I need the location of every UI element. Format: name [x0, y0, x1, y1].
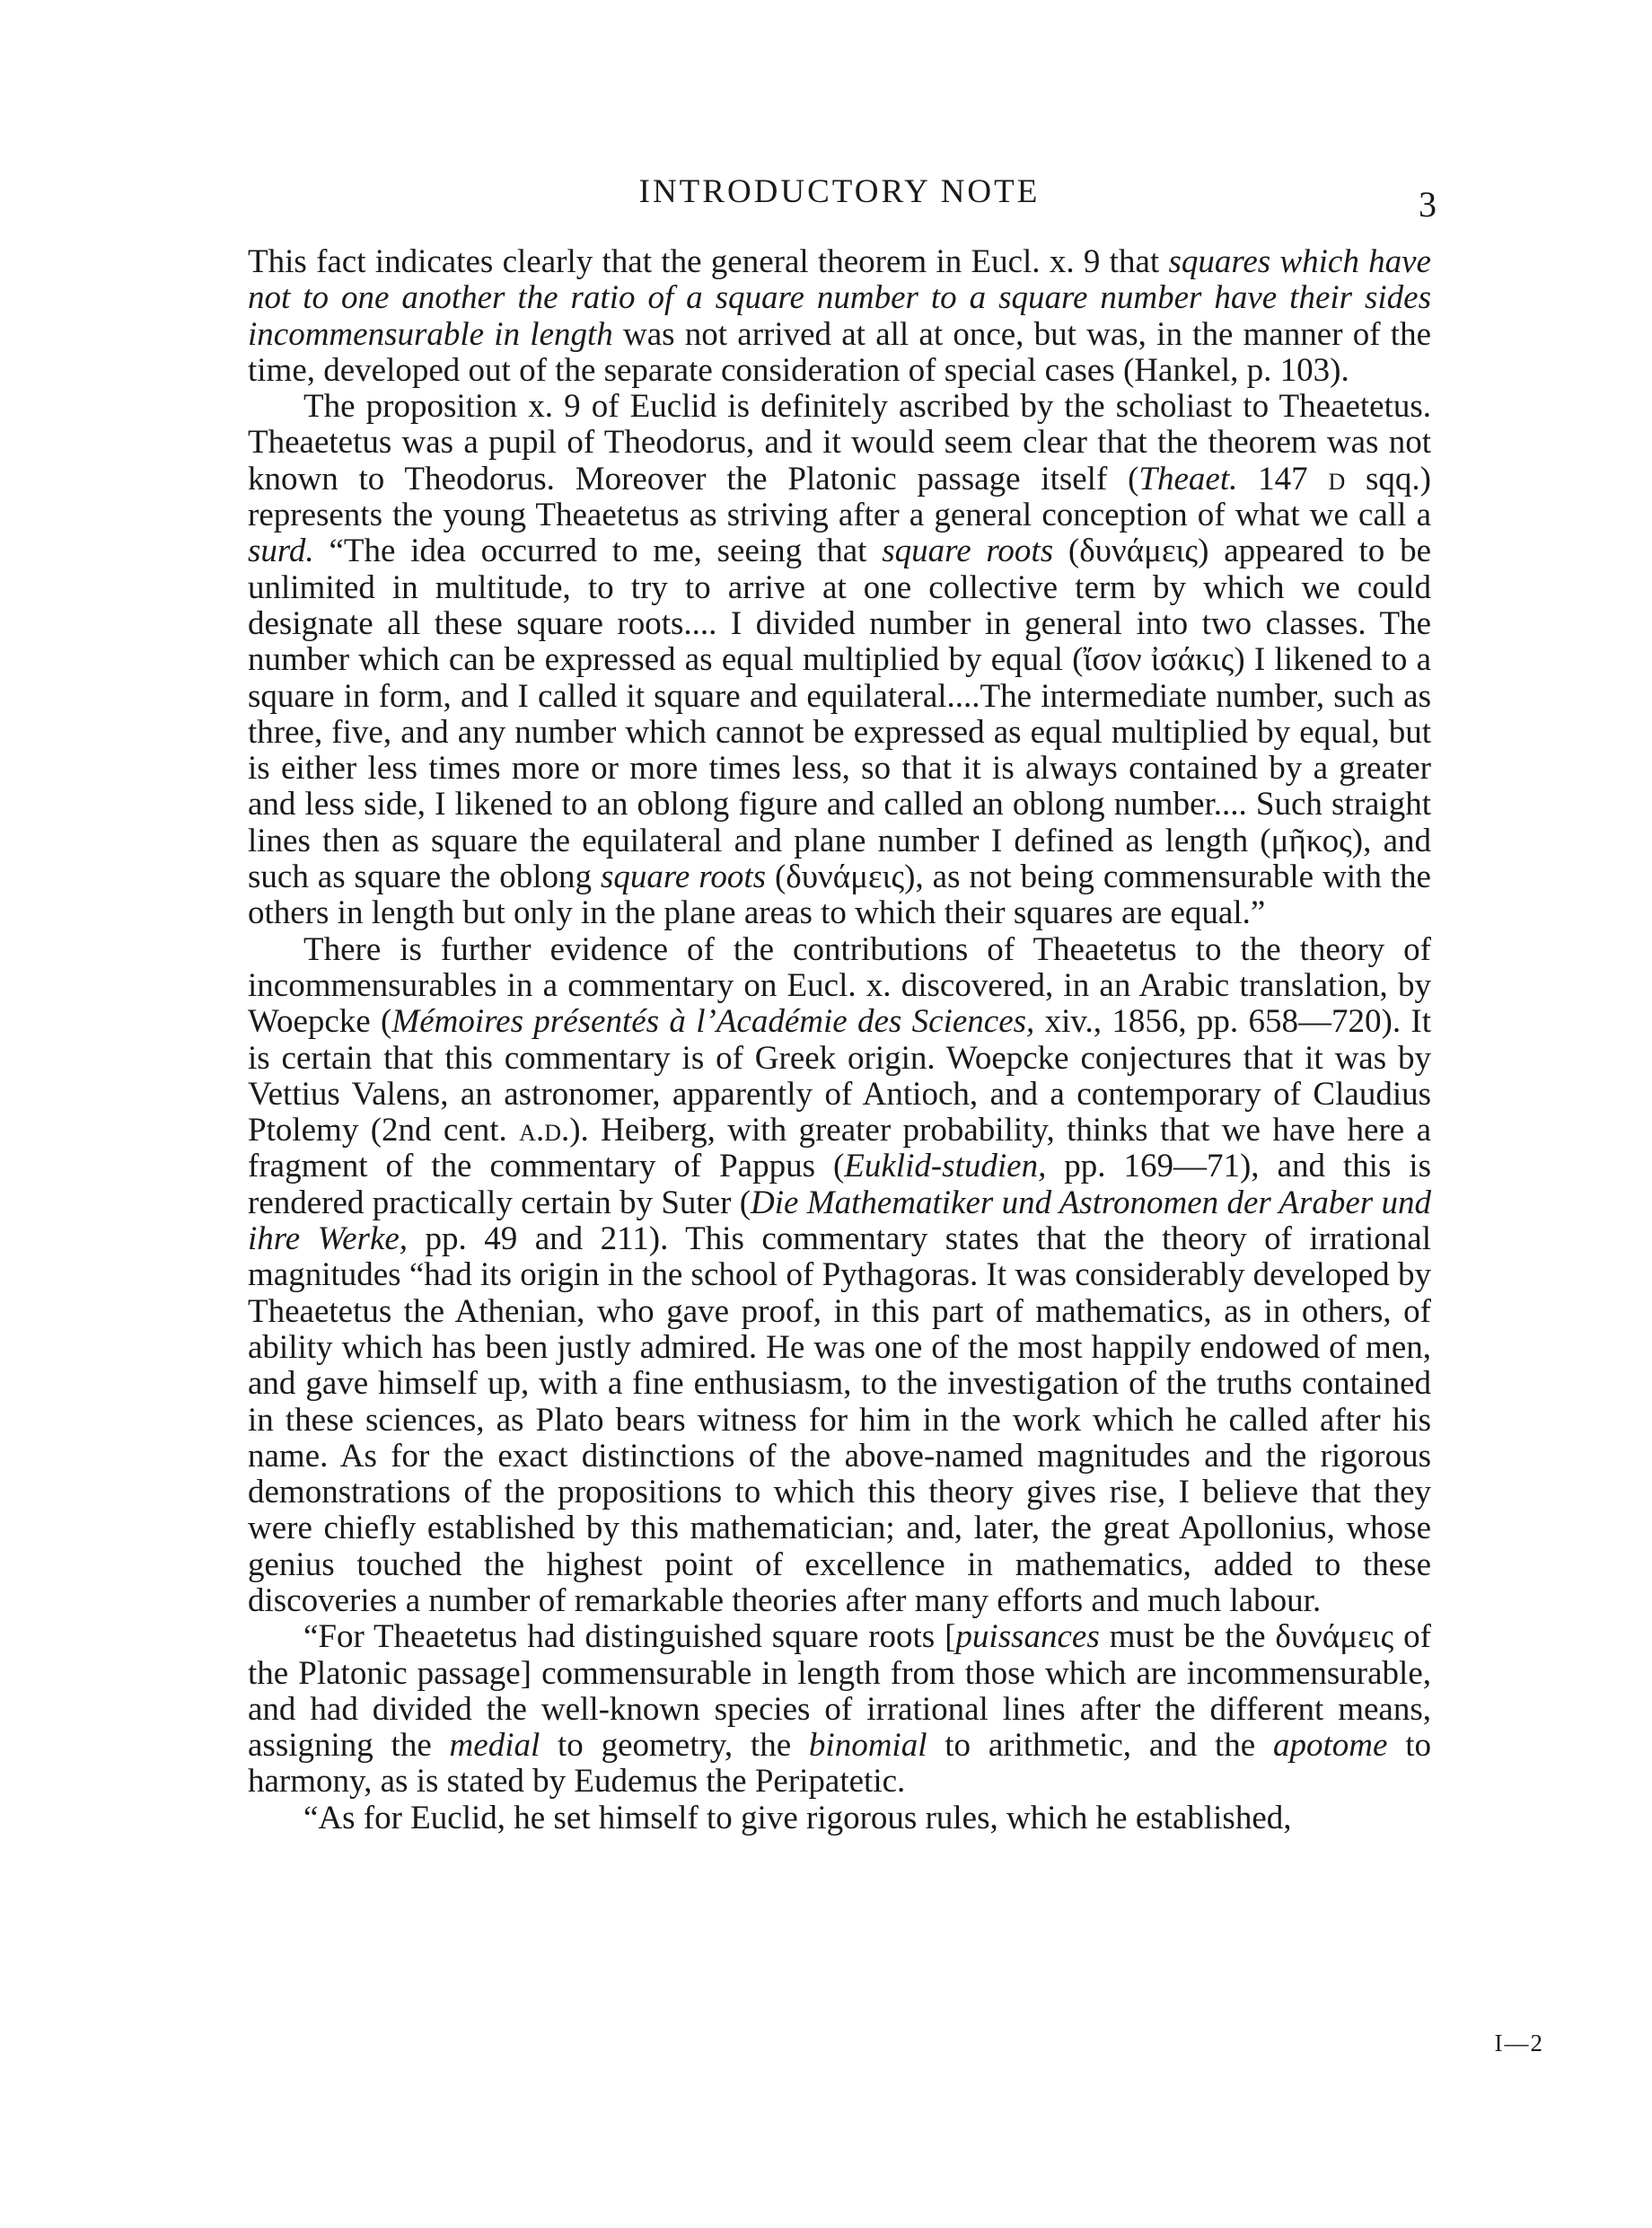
text-run: pp. 169—71), and this is rendered practically certain by Suter (: [248, 1148, 1431, 1221]
body-text: [248, 244, 1431, 1836]
signature-mark: I—2: [1494, 2030, 1544, 2056]
text-run: sqq.) represents the young Theaetetus as striving after a general conception of what we call a: [248, 460, 1431, 534]
italic-text: surd.: [248, 533, 314, 570]
text-run: to harmony, as is stated by Eudemus the Peripatetic.: [248, 1727, 1432, 1801]
italic-text: medial: [449, 1727, 540, 1765]
text-run: to arithmetic, and the: [927, 1727, 1274, 1765]
paragraph: [248, 244, 1431, 389]
italic-text: square roots: [600, 859, 766, 896]
italic-text: Theaet.: [1138, 460, 1238, 498]
text-run: was not arrived at all at once, but was, in the manner of the time, developed out of the separate consideration of special cases (Hankel, p. 103).: [248, 315, 1432, 389]
text-run: ). Heiberg, with greater probability, thinks that we have here a fragment of the commentary of Pappus (: [248, 1112, 1431, 1185]
text-run: 147: [1237, 460, 1329, 498]
text-run: (δυνάμεις), as not being commensurable with the others in length but only in the plane areas to which their squares are equal.”: [248, 859, 1431, 932]
page-number: 3: [1419, 184, 1437, 225]
paragraph: [248, 932, 1431, 1620]
text-run: pp. 49 and 211). This commentary states that the theory of irrational magnitudes “had its origin in the school of Pythagoras. It was considerably developed by Theaetetus the Athenian, who gave proof, in this part of mathematics, as in others, of ability which has been justly admired. He was one of the most happily endowed of men, and gave himself up, with a fine enthusiasm, to the investigation of the truths contained in these sciences, as Plato bears witness for him in the work which he called after his name. As for the exact distinctions of the above-named magnitudes and the rigorous demonstrations of the propositions to which this theory gives rise, I believe that they were chiefly established by this mathematician; and, later, the great Apollonius, whose genius touched the highest point of excellence in mathematics, added to these discoveries a number of remarkable theories after many efforts and much labour.: [248, 1220, 1431, 1619]
italic-text: puissances: [955, 1618, 1100, 1656]
italic-text: Mémoires présentés à l’Académie des Sciences,: [391, 1003, 1035, 1041]
small-caps-text: d: [1328, 460, 1346, 498]
text-run: “For Theaetetus had distinguished square roots [: [303, 1618, 956, 1656]
paragraph: [248, 1801, 1431, 1836]
italic-text: Euklid-studien,: [844, 1148, 1047, 1185]
text-run: xiv., 1856, pp. 658—720). It is certain that this commentary is of Greek origin. Woepcke conjectures that it was by Vettius Valens, an astronomer, apparently of Antioch, and a contemporary of Claudius Ptolemy (2nd cent.: [248, 1003, 1431, 1149]
text-run: “As for Euclid, he set himself to give rigorous rules, which he established,: [303, 1799, 1292, 1836]
page: [248, 171, 1437, 1836]
italic-text: square roots: [882, 533, 1054, 570]
running-title: INTRODUCTORY NOTE: [638, 173, 1041, 210]
italic-text: squares which have not to one another the ratio of a square number to a square number have their sides incommensurable in length: [248, 243, 1431, 353]
italic-text: binomial: [808, 1727, 927, 1765]
text-run: to geometry, the: [540, 1727, 809, 1765]
paragraph: [248, 389, 1431, 931]
text-run: must be the δυνάμεις of the Platonic passage] commensurable in length from those which are incommensurable, and had divided the well-known species of irrational lines after the different means, assigning the: [248, 1618, 1431, 1765]
small-caps-text: a.d.: [519, 1112, 570, 1149]
text-run: This fact indicates clearly that the general theorem in Eucl. x. 9 that: [248, 243, 1169, 280]
italic-text: apotome: [1273, 1727, 1388, 1765]
text-run: “The idea occurred to me, seeing that: [313, 533, 883, 570]
text-run: There is further evidence of the contributions of Theaetetus to the theory of incommensurables in a commentary on Eucl. x. discovered, in an Arabic translation, by Woepcke (: [248, 930, 1431, 1041]
italic-text: Die Mathematiker und Astronomen der Araber und ihre Werke,: [248, 1184, 1431, 1258]
text-run: The proposition x. 9 of Euclid is definitely ascribed by the scholiast to Theaetetus. Theaetetus was a pupil of Theodorus, and it would seem clear that the theorem was not known to Theodorus. Moreover the Platonic passage itself (: [248, 388, 1431, 498]
paragraph: [248, 1619, 1431, 1800]
text-run: (δυνάμεις) appeared to be unlimited in multitude, to try to arrive at one collective term by which we could designate all these square roots.... I divided number in general into two classes. The number which can be expressed as equal multiplied by equal (ἴσον ἰσάκις) I likened to a square in form, and I called it square and equilateral....The intermediate number, such as three, five, and any number which cannot be expressed as equal multiplied by equal, but is either less times more or more times less, so that it is always contained by a greater and less side, I likened to an oblong figure and called an oblong number.... Such straight lines then as square the equilateral and plane number I defined as length (μῆκος), and such as square the oblong: [248, 533, 1432, 896]
page-header: [248, 171, 1437, 225]
